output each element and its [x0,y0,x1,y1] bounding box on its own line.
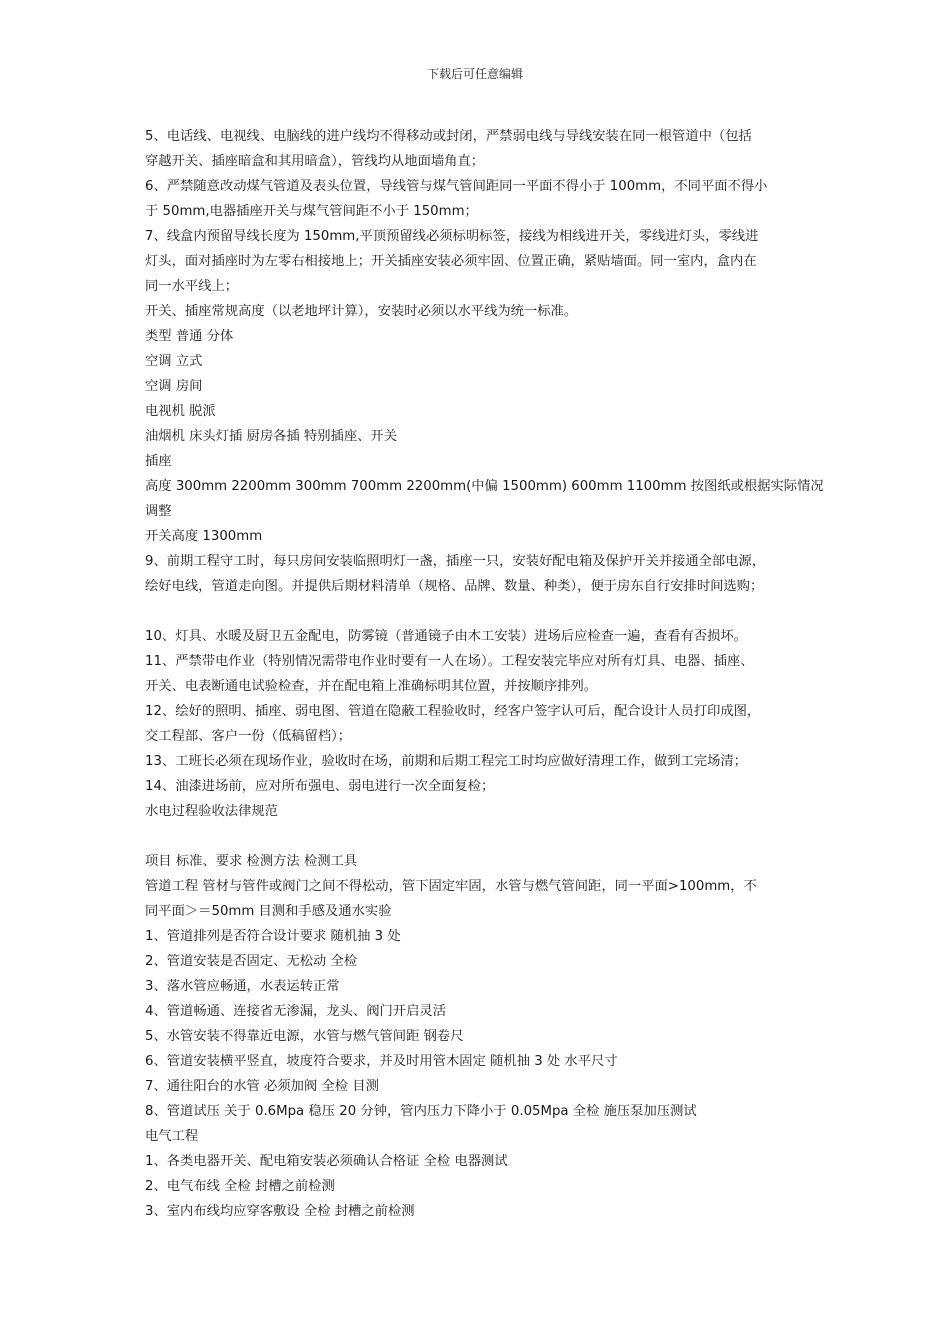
text-line: 6、管道安装横平竖直，坡度符合要求，并及时用管木固定 随机抽 3 处 水平尺寸 [145,1054,618,1069]
text-line: 开关、电表断通电试验检查，并在配电箱上准确标明其位置，并按顺序排列。 [145,679,598,694]
blank-line [145,599,815,624]
text-line: 空调 立式 [145,354,203,369]
text-line: 调整 [145,504,172,519]
text-line: 绘好电线，管道走向图。并提供后期材料清单（规格、品牌、数量、种类），便于房东自行安排时间选购； [145,579,764,594]
text-line: 8、管道试压 关于 0.6Mpa 稳压 20 分钟，管内压力下降小于 0.05Mpa 全检 施压泵加压测试 [145,1104,697,1119]
text-line: 于 50mm,电器插座开关与煤气管间距不小于 150mm； [145,204,478,219]
text-line: 1、管道排列是否符合设计要求 随机抽 3 处 [145,929,401,944]
text-line: 7、线盒内预留导线长度为 150mm,平顶预留线必须标明标签，接线为相线进开关，零线进灯头，零线进 [145,229,759,244]
text-line: 高度 300mm 2200mm 300mm 700mm 2200mm(中偏 1500mm) 600mm 1100mm 按图纸或根据实际情况 [145,479,824,494]
text-line: 电气工程 [145,1129,199,1144]
text-line: 11、严禁带电作业（特别情况需带电作业时要有一人在场）。工程安装完毕应对所有灯具、电器、插座、 [145,654,754,669]
text-line: 13、工班长必须在现场作业，验收时在场，前期和后期工程完工时均应做好清理工作，做到工完场清； [145,754,747,769]
text-line: 水电过程验收法律规范 [145,804,278,819]
text-line: 灯头，面对插座时为左零右相接地上；开关插座安装必须牢固、位置正确，紧贴墙面。同一室内，盒内在 [145,254,757,269]
text-line: 油烟机 床头灯插 厨房各插 特别插座、开关 [145,429,398,444]
text-line: 12、绘好的照明、插座、弱电图、管道在隐蔽工程验收时，经客户签字认可后，配合设计人员打印成图， [145,704,761,719]
blank-line [145,824,815,849]
text-line: 同平面＞＝50mm 目测和手感及通水实验 [145,904,392,919]
text-line: 2、电气布线 全检 封槽之前检测 [145,1179,335,1194]
text-line: 类型 普通 分体 [145,329,234,344]
text-line: 项目 标准、要求 检测方法 检测工具 [145,854,358,869]
document-body [145,124,824,1224]
text-line: 管道工程 管材与管件或阀门之间不得松动，管下固定牢固，水管与燃气管间距，同一平面>100mm，不 [145,879,757,894]
text-line: 交工程部、客户一份（低稿留档）； [145,729,352,744]
text-line: 10、灯具、水暖及厨卫五金配电，防雾镜（普通镜子由木工安装）进场后应检查一遍，查看有否损坏。 [145,629,747,644]
page-header: 下载后可任意编辑 [426,67,523,81]
text-line: 9、前期工程守工时，每只房间安装临照明灯一盏，插座一只，安装好配电箱及保护开关并接通全部电源， [145,554,766,569]
text-line: 插座 [145,454,172,469]
text-line: 开关、插座常规高度（以老地坪计算），安装时必须以水平线为统一标准。 [145,304,578,319]
text-line: 7、通往阳台的水管 必须加阀 全检 目测 [145,1079,379,1094]
text-line: 开关高度 1300mm [145,529,263,544]
text-line: 14、油漆进场前，应对所布强电、弱电进行一次全面复检； [145,779,495,794]
text-line: 3、落水管应畅通，水表运转正常 [145,979,340,994]
text-line: 4、管道畅通、连接省无渗漏，龙头、阀门开启灵活 [145,1004,446,1019]
text-line: 5、电话线、电视线、电脑线的进户线均不得移动或封闭，严禁弱电线与导线安装在同一根管道中（包括 [145,129,752,144]
text-line: 2、管道安装是否固定、无松动 全检 [145,954,358,969]
text-line: 3、室内布线均应穿客敷设 全检 封槽之前检测 [145,1204,415,1219]
text-line: 同一水平线上； [145,279,239,294]
text-line: 穿越开关、插座暗盒和其用暗盒），管线均从地面墙角直； [145,154,485,169]
text-line: 空调 房间 [145,379,203,394]
text-line: 1、各类电器开关、配电箱安装必须确认合格证 全检 电器测试 [145,1154,508,1169]
text-line: 5、水管安装不得靠近电源，水管与燃气管间距 钢卷尺 [145,1029,464,1044]
text-line: 电视机 脱派 [145,404,216,419]
text-line: 6、严禁随意改动煤气管道及表头位置，导线管与煤气管间距同一平面不得小于 100mm，不同平面不得小 [145,179,768,194]
